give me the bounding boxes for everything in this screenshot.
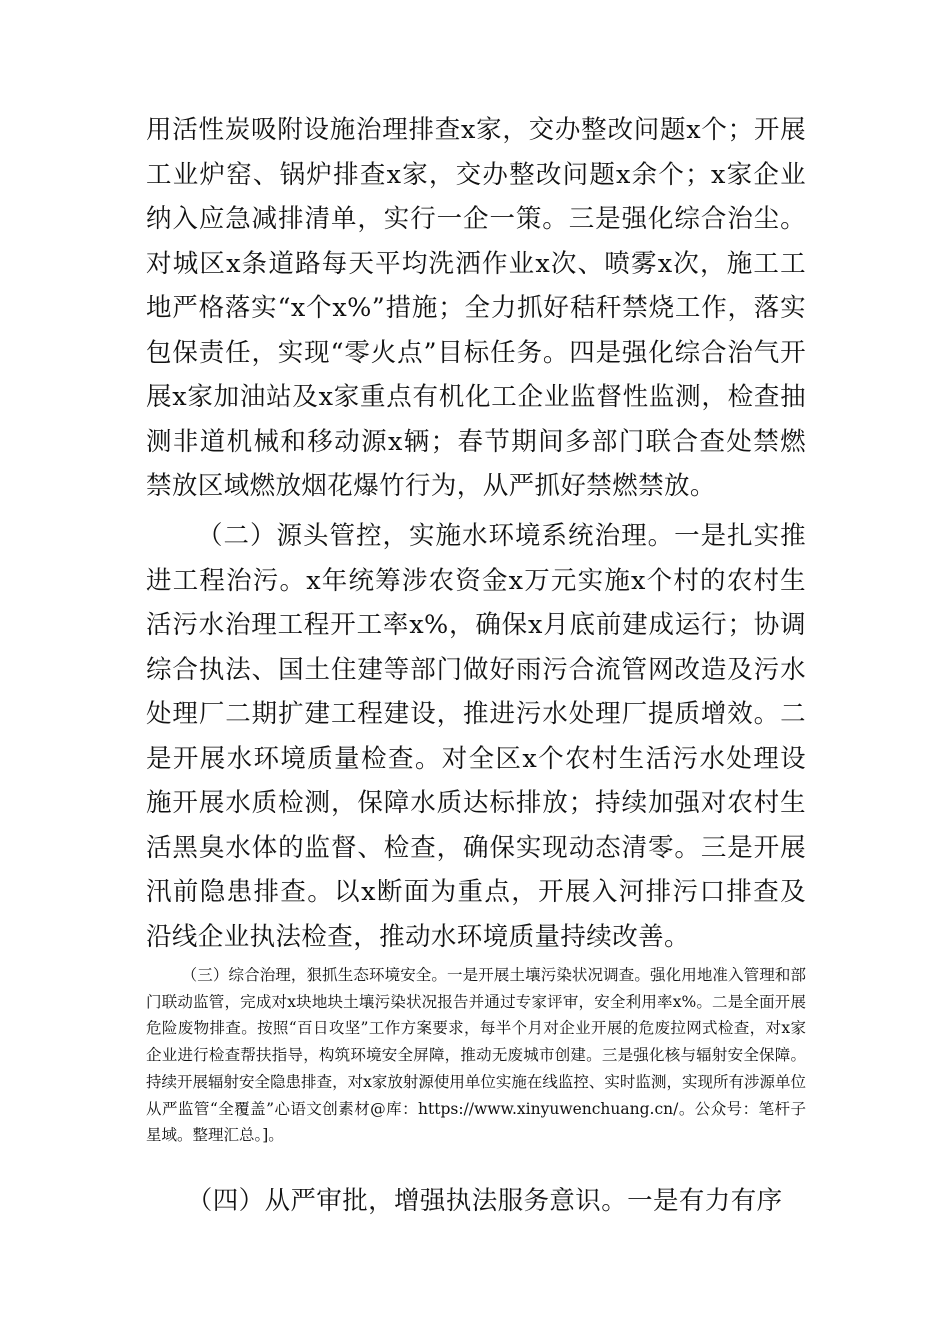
paragraph-approval: （四）从严审批，增强执法服务意识。一是有力有序 — [186, 1186, 783, 1216]
paragraph-air-governance: 用活性炭吸附设施治理排查x家，交办整改问题x个；开展工业炉窑、锅炉排查x家，交办整改问题x余个；x家企业纳入应急减排清单，实行一企一策。三是强化综合治尘。对城区x条道路每天平均洗洒作业x次、喷雾x次，施工工地严格落实“x个x%”措施；全力抓好秸秆禁烧工作，落实包保责任，实现“零火点”目标任务。四是强化综合治气开展x家加油站及x家重点有机化工企业监督性监测，检查抽测非道机械和移动源x辆；春节期间多部门联合查处禁燃禁放区域燃放烟花爆竹行为，从严抓好禁燃禁放。 — [146, 115, 806, 501]
paragraph-ecological-safety: （三）综合治理，狠抓生态环境安全。一是开展土壤污染状况调查。强化用地准入管理和部门联动监管，完成对x块地块土壤污染状况报告并通过专家评审，安全利用率x%。二是全面开展危险废物排查。按照“百日攻坚”工作方案要求，每半个月对企业开展的危废拉网式检查，对x家企业进行检查帮扶指导，构筑环境安全屏障，推动无废城市创建。三是强化核与辐射安全保障。持续开展辐射安全隐患排查，对x家放射源使用单位实施在线监控、实时监测，实现所有涉源单位从严监管“全覆盖”心语文创素材@库：https://www.xinyuwenchuang.cn/。公众号：笔杆子星域。整理汇总。]。 — [146, 966, 806, 1145]
paragraph-water-governance: （二）源头管控，实施水环境系统治理。一是扎实推进工程治污。x年统筹涉农资金x万元实施x个村的农村生活污水治理工程开工率x%，确保x月底前建成运行；协调综合执法、国土住建等部门做好雨污合流管网改造及污水处理厂二期扩建工程建设，推进污水处理厂提质增效。二是开展水环境质量检查。对全区x个农村生活污水处理设施开展水质检测，保障水质达标排放；持续加强对农村生活黑臭水体的监督、检查，确保实现动态清零。三是开展汛前隐患排查。以x断面为重点，开展入河排污口排查及沿线企业执法检查，推动水环境质量持续改善。 — [146, 521, 806, 952]
